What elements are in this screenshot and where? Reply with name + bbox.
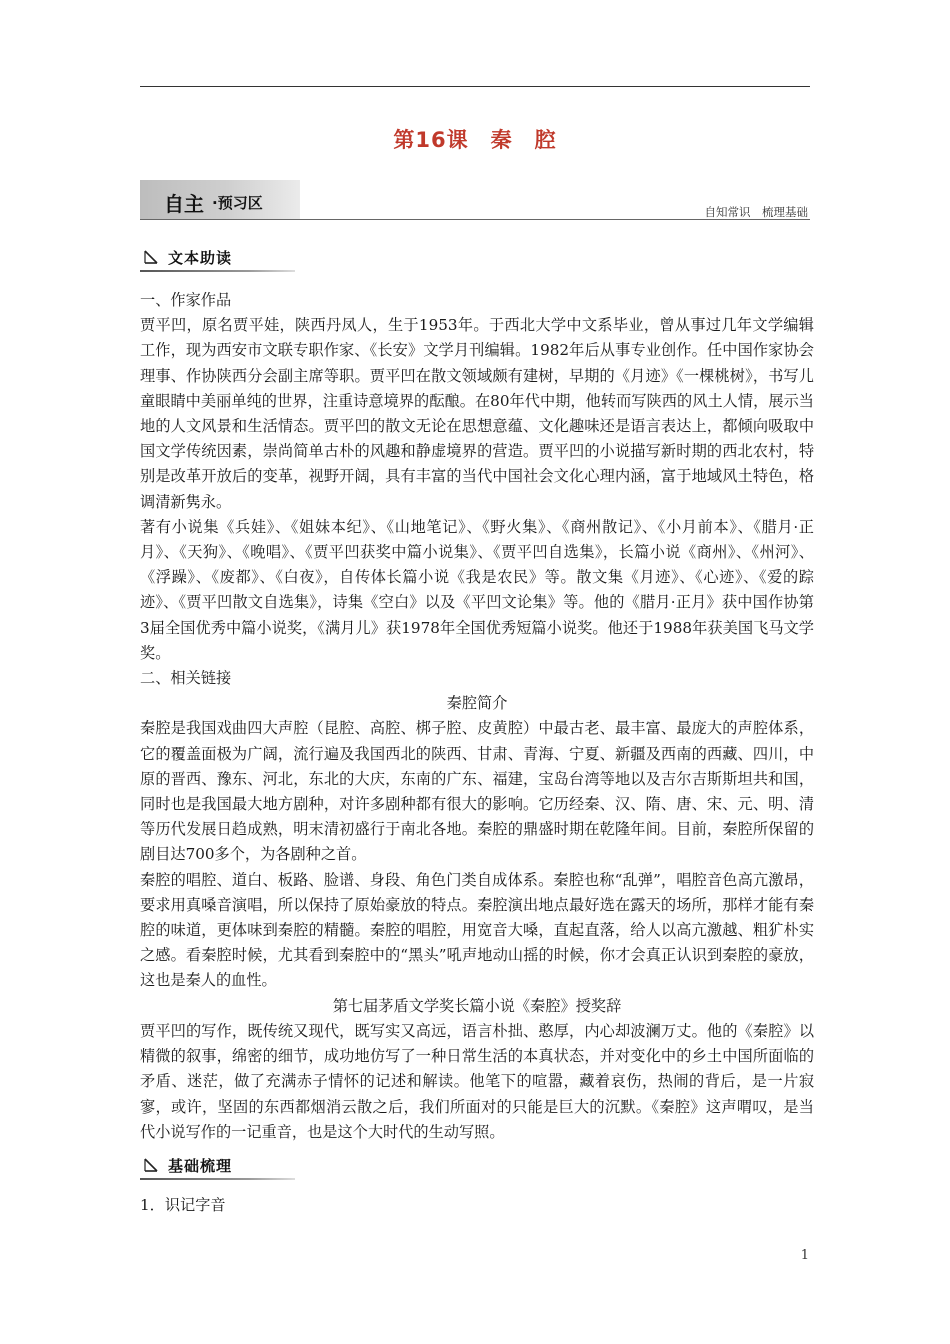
- title-award-citation: 第七届茅盾文学奖长篇小说《秦腔》授奖辞: [332, 996, 622, 1015]
- page-number: 1: [800, 1248, 809, 1263]
- section-name: 自主: [164, 192, 204, 216]
- item-pronunciation: 1．识记字音: [140, 1196, 226, 1214]
- subhead-label: 基础梳理: [168, 1157, 233, 1175]
- subhead-underline: [140, 270, 295, 272]
- paragraph-qinqiang-history: 秦腔是我国戏曲四大声腔（昆腔、高腔、梆子腔、皮黄腔）中最古老、最丰富、最庞大的声腔体系，它的覆盖面极为广阔，流行遍及我国西北的陕西、甘肃、青海、宁夏、新疆及西南的西藏、四川，中原的晋西、豫东、河北，东北的大庆，东南的广东、福建，宝岛台湾等地以及吉尔吉斯斯坦共和国，同时也是我国最大地方剧种，对许多剧种都有很大的影响。它历经秦、汉、隋、唐、宋、元、明、清等历代发展日趋成熟，明末清初盛行于南北各地。秦腔的鼎盛时期在乾隆年间。目前，秦腔所保留的剧目达700多个，为各剧种之首。: [140, 719, 814, 864]
- subhead-underline: [140, 1178, 295, 1180]
- subhead-basics: [140, 1152, 295, 1182]
- main-text: [140, 288, 814, 1145]
- section-rule: [140, 219, 810, 220]
- paragraph-qinqiang-singing: 秦腔的唱腔、道白、板路、脸谱、身段、角色门类自成体系。秦腔也称“乱弹”，唱腔音色高亢激昂，要求用真嗓音演唱，所以保持了原始豪放的特点。秦腔演出地点最好选在露天的场所，那样才能有秦腔的味道，更体味到秦腔的精髓。秦腔的唱腔，用宽音大嗓，直起直落，给人以高亢激越、粗犷朴实之感。看秦腔时候，尤其看到秦腔中的“黑头”吼声地动山摇的时候，你才会真正认识到秦腔的豪放，这也是秦人的血性。: [140, 870, 814, 990]
- paragraph-award-citation: 贾平凹的写作，既传统又现代，既写实又高远，语言朴拙、憨厚，内心却波澜万丈。他的《秦腔》以精微的叙事，绵密的细节，成功地仿写了一种日常生活的本真状态，并对变化中的乡土中国所面临的矛盾、迷茫，做了充满赤子情怀的记述和解读。他笔下的喧嚣，藏着哀伤，热闹的背后，是一片寂寥，或许，坚固的东西都烟消云散之后，我们所面对的只能是巨大的沉默。《秦腔》这声喟叹，是当代小说写作的一记重音，也是这个大时代的生动写照。: [140, 1021, 814, 1141]
- section-header: [140, 180, 810, 220]
- page-title: 第16课 秦 腔: [393, 128, 557, 152]
- diagonal-corner-icon: [144, 250, 158, 264]
- title-qinqiang-intro: 秦腔简介: [446, 694, 508, 713]
- subhead-text-guide: [140, 244, 295, 274]
- subhead-label: 文本助读: [168, 249, 233, 267]
- section-right-caption: 自知常识 梳理基础: [704, 205, 808, 219]
- header-rule: [140, 86, 810, 87]
- diagonal-corner-icon: [144, 1158, 158, 1172]
- heading-author-works: 一、作家作品: [140, 291, 232, 309]
- heading-related-links: 二、相关链接: [140, 669, 232, 688]
- section-subtitle: ·预习区: [212, 194, 263, 212]
- paragraph-author-bio: 贾平凹，原名贾平娃，陕西丹凤人，生于1953年。于西北大学中文系毕业，曾从事过几年文学编辑工作，现为西安市文联专职作家、《长安》文学月刊编辑。1982年后从事专业创作。任中国作家协会理事、作协陕西分会副主席等职。贾平凹在散文领域颇有建树，早期的《月迹》《一棵桃树》，书写儿童眼睛中美丽单纯的世界，注重诗意境界的酝酿。在80年代中期，他转而写陕西的风土人情，展示当地的人文风景和生活情态。贾平凹的散文无论在思想意蕴、文化趣味还是语言表达上，都倾向吸取中国文学传统因素，崇尚简单古朴的风趣和静虚境界的营造。贾平凹的小说描写新时期的西北农村，特别是改革开放后的变革，视野开阔，具有丰富的当代中国社会文化心理内涵，富于地域风土特色，格调清新隽永。: [140, 316, 814, 511]
- paragraph-works-list: 著有小说集《兵娃》、《姐妹本纪》、《山地笔记》、《野火集》、《商州散记》、《小月前本》、《腊月·正月》、《天狗》、《晚唱》、《贾平凹获奖中篇小说集》、《贾平凹自选集》，长篇小说《商州》、《州河》、《浮躁》、《废都》、《白夜》，自传体长篇小说《我是农民》等。散文集《月迹》、《心迹》、《爱的踪迹》、《贾平凹散文自选集》，诗集《空白》以及《平凹文论集》等。他的《腊月·正月》获中国作协第3届全国优秀中篇小说奖，《满月儿》获1978年全国优秀短篇小说奖。他还于1988年获美国飞马文学奖。: [140, 517, 814, 662]
